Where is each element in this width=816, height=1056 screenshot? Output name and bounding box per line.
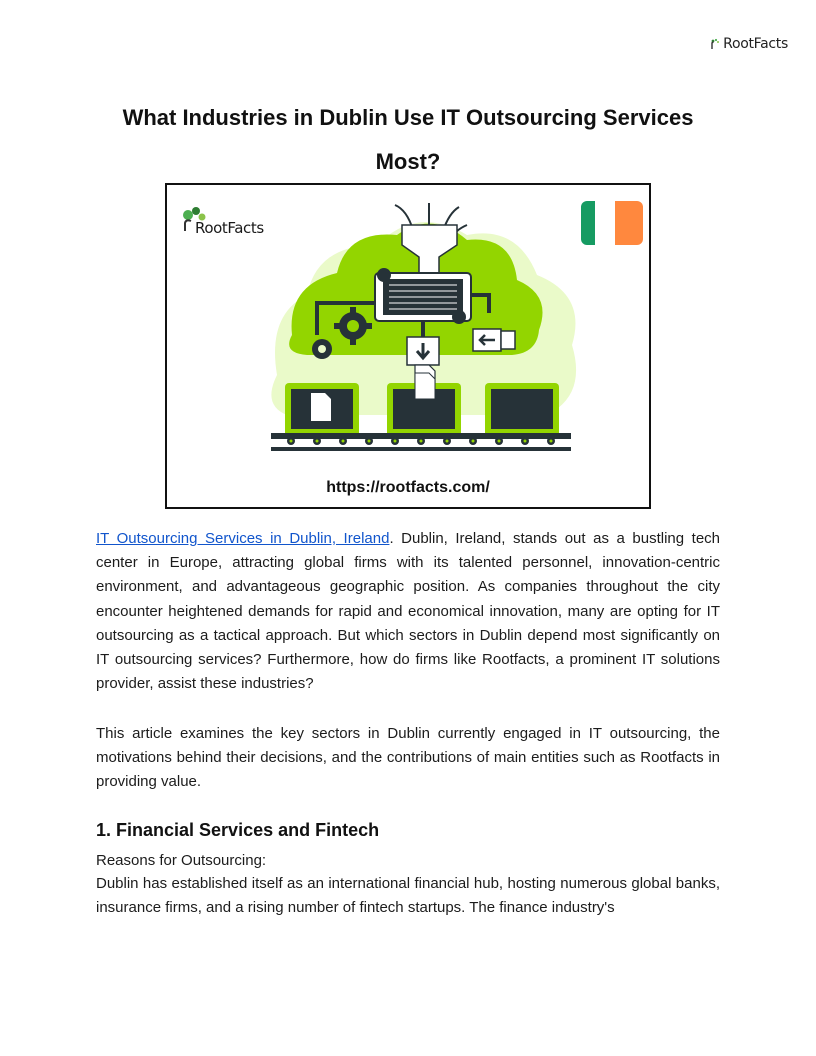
section-heading-financial: 1. Financial Services and Fintech: [96, 820, 380, 840]
gear-small-icon: [312, 339, 332, 359]
conveyor-belt: [271, 433, 571, 451]
header-logo-text: RootFacts: [723, 36, 788, 52]
monitor-right: [485, 383, 559, 437]
header-logo: [709, 36, 788, 52]
outsourcing-services-link[interactable]: IT Outsourcing Services in Dublin, Ireland: [96, 530, 390, 547]
page-title-line1: What Industries in Dublin Use IT Outsourcing Services: [122, 105, 694, 130]
monitor-left: [285, 383, 359, 437]
page-title: [96, 96, 720, 184]
ireland-flag-icon: [581, 201, 643, 245]
intro-text: . Dublin, Ireland, stands out as a bustling tech center in Europe, attracting global firms with its talented personnel, innovation-centric environment, and advantageous geographic position. As companies throughout the city encounter heightened demands for rapid and economical innovation, many are opting for IT outsourcing as a tactical approach. But which sectors in Dublin depend most significantly on IT outsourcing services? Furthermore, how do firms like Rootfacts, a prominent IT solutions provider, assist these industries?: [96, 530, 721, 693]
hero-logo-text: RootFacts: [195, 219, 264, 237]
hero-image: [165, 183, 651, 509]
section-subheading: Reasons for Outsourcing:: [96, 852, 267, 869]
hero-illustration: [167, 185, 649, 507]
rootfacts-logo-icon: [709, 38, 721, 50]
intro-paragraph: [96, 527, 720, 696]
hero-url: https://rootfacts.com/: [326, 479, 490, 496]
article-summary-paragraph: This article examines the key sectors in Dublin currently engaged in IT outsourcing, the motivations behind their decisions, and the contributions of main entities such as Rootfacts in providing value.: [96, 725, 720, 791]
page-title-line2: Most?: [375, 149, 441, 174]
section-paragraph: Dublin has established itself as an international financial hub, hosting numerous global banks, insurance firms, and a rising number of fintech startups. The finance industry's: [96, 875, 720, 917]
